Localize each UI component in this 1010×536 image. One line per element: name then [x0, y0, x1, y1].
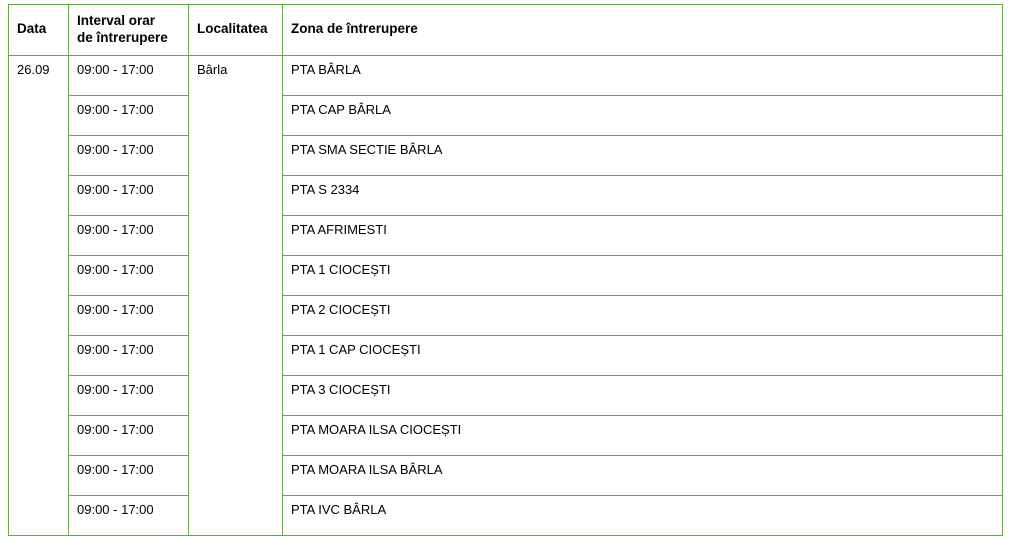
cell-interval: 09:00 - 17:00 [69, 335, 189, 375]
cell-zone: PTA IVC BÂRLA [283, 495, 1003, 535]
cell-zone: PTA 1 CAP CIOCEȘTI [283, 335, 1003, 375]
cell-interval: 09:00 - 17:00 [69, 455, 189, 495]
cell-zone: PTA 2 CIOCEȘTI [283, 295, 1003, 335]
cell-interval: 09:00 - 17:00 [69, 135, 189, 175]
table-header-row [9, 5, 1003, 56]
cell-interval: 09:00 - 17:00 [69, 295, 189, 335]
outage-schedule-table [8, 4, 1003, 536]
column-header-zona: Zona de întrerupere [283, 5, 1003, 56]
cell-zone: PTA MOARA ILSA CIOCEȘTI [283, 415, 1003, 455]
table-row [9, 415, 1003, 455]
column-header-localitatea: Localitatea [189, 5, 283, 56]
cell-zone: PTA S 2334 [283, 175, 1003, 215]
table-row [9, 255, 1003, 295]
table-row [9, 495, 1003, 535]
cell-zone: PTA AFRIMESTI [283, 215, 1003, 255]
cell-zone: PTA 1 CIOCEȘTI [283, 255, 1003, 295]
cell-interval: 09:00 - 17:00 [69, 95, 189, 135]
column-header-interval-line1: Interval orar [77, 13, 156, 28]
table-row [9, 175, 1003, 215]
table-row [9, 375, 1003, 415]
cell-date: 26.09 [9, 55, 69, 535]
table-row [9, 55, 1003, 95]
table-row [9, 455, 1003, 495]
cell-interval: 09:00 - 17:00 [69, 495, 189, 535]
table-row [9, 335, 1003, 375]
cell-interval: 09:00 - 17:00 [69, 255, 189, 295]
cell-interval: 09:00 - 17:00 [69, 215, 189, 255]
column-header-data: Data [9, 5, 69, 56]
table-header [9, 5, 1003, 56]
cell-zone: PTA SMA SECTIE BÂRLA [283, 135, 1003, 175]
cell-zone: PTA 3 CIOCEȘTI [283, 375, 1003, 415]
cell-zone: PTA CAP BÂRLA [283, 95, 1003, 135]
cell-interval: 09:00 - 17:00 [69, 175, 189, 215]
column-header-interval [69, 5, 189, 56]
cell-interval: 09:00 - 17:00 [69, 415, 189, 455]
table-row [9, 95, 1003, 135]
table-row [9, 135, 1003, 175]
cell-interval: 09:00 - 17:00 [69, 375, 189, 415]
cell-zone: PTA MOARA ILSA BÂRLA [283, 455, 1003, 495]
table-row [9, 295, 1003, 335]
table-body [9, 55, 1003, 535]
cell-interval: 09:00 - 17:00 [69, 55, 189, 95]
cell-locality: Bârla [189, 55, 283, 535]
cell-zone: PTA BÂRLA [283, 55, 1003, 95]
table-row [9, 215, 1003, 255]
column-header-interval-line2: de întrerupere [77, 29, 168, 45]
